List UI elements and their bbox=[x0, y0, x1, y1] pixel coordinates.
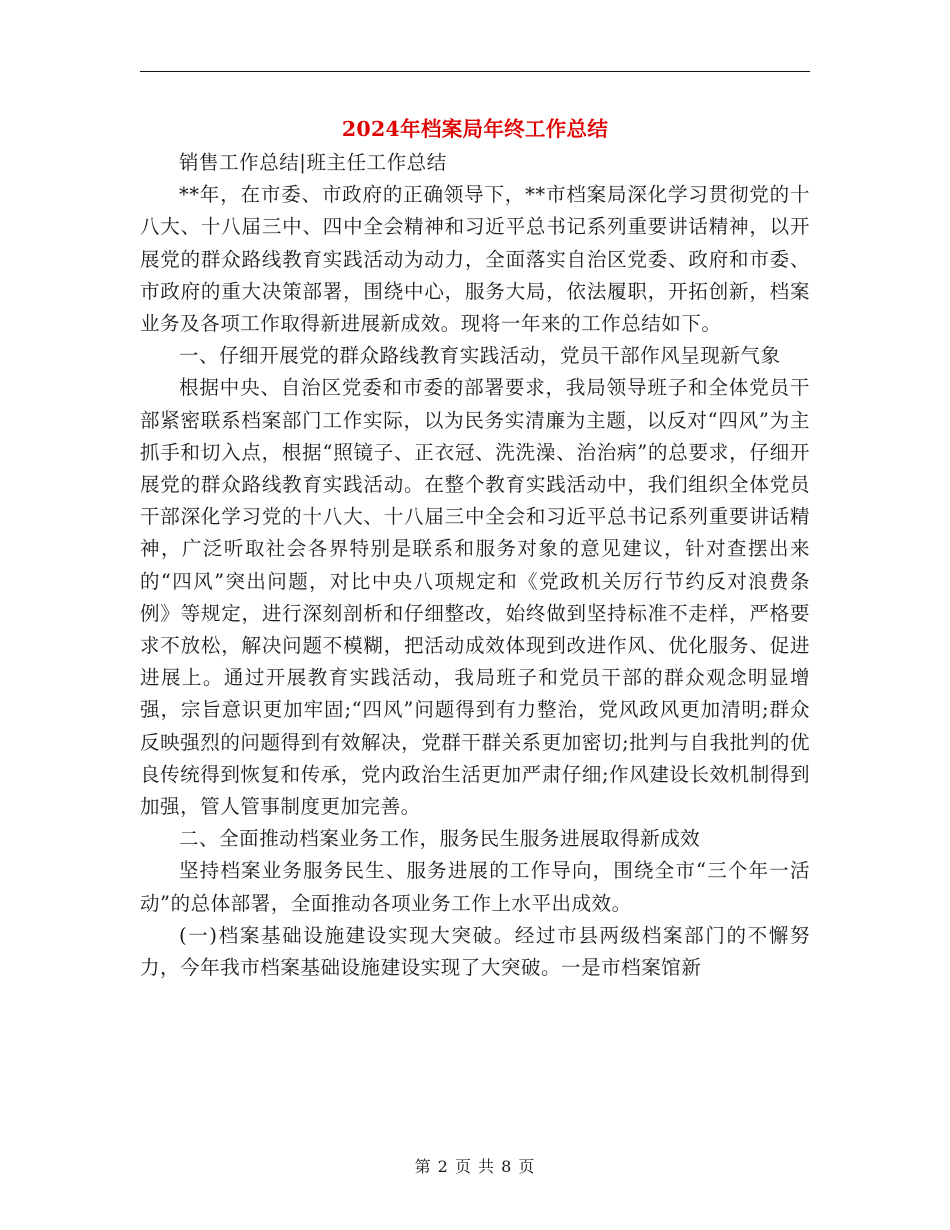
paragraph-section-1: 根据中央、自治区党委和市委的部署要求，我局领导班子和全体党员干部紧密联系档案部门工作实际，以为民务实清廉为主题，以反对“四风”为主抓手和切入点，根据“照镜子、正衣冠、洗洗澡、治治病”的总要求，仔细开展党的群众路线教育实践活动。在整个教育实践活动中，我们组织全体党员干部深化学习党的十八大、十八届三中全会和习近平总书记系列重要讲话精神，广泛听取社会各界特别是联系和服务对象的意见建议，针对查摆出来的“四风”突出问题，对比中央八项规定和《党政机关厉行节约反对浪费条例》等规定，进行深刻剖析和仔细整改，始终做到坚持标准不走样，严格要求不放松，解决问题不模糊，把活动成效体现到改进作风、优化服务、促进进展上。通过开展教育实践活动，我局班子和党员干部的群众观念明显增强，宗旨意识更加牢固;“四风”问题得到有力整治，党风政风更加清明;群众反映强烈的问题得到有效解决，党群干群关系更加密切;批判与自我批判的优良传统得到恢复和传承，党内政治生活更加严肃仔细;作风建设长效机制得到加强，管人管事制度更加完善。 bbox=[140, 376, 810, 819]
paragraph-section-2-intro: 坚持档案业务服务民生、服务进展的工作导向，围绕全市“三个年一活动”的总体部署，全面推动各项业务工作上水平出成效。 bbox=[140, 859, 810, 915]
page-number-footer: 第 2 页 共 8 页 bbox=[414, 1157, 536, 1176]
document-title: 2024年档案局年终工作总结 bbox=[341, 117, 609, 141]
paragraph-intro: **年，在市委、市政府的正确领导下，**市档案局深化学习贯彻党的十八大、十八届三中、四中全会精神和习近平总书记系列重要讲话精神，以开展党的群众路线教育实践活动为动力，全面落实自治区党委、政府和市委、市政府的重大决策部署，围绕中心，服务大局，依法履职，开拓创新，档案业务及各项工作取得新进展新成效。现将一年来的工作总结如下。 bbox=[140, 183, 810, 336]
document-body bbox=[140, 147, 810, 984]
header-rule bbox=[140, 71, 810, 72]
section-heading-2: 二、全面推动档案业务工作，服务民生服务进展取得新成效 bbox=[179, 827, 701, 851]
paragraph-section-2-item-1: (一)档案基础设施建设实现大突破。经过市县两级档案部门的不懈努力，今年我市档案基础设施建设实现了大突破。一是市档案馆新 bbox=[140, 923, 810, 980]
paragraph-subtitle: 销售工作总结|班主任工作总结 bbox=[179, 151, 447, 174]
section-heading-1: 一、仔细开展党的群众路线教育实践活动，党员干部作风呈现新气象 bbox=[179, 344, 781, 368]
